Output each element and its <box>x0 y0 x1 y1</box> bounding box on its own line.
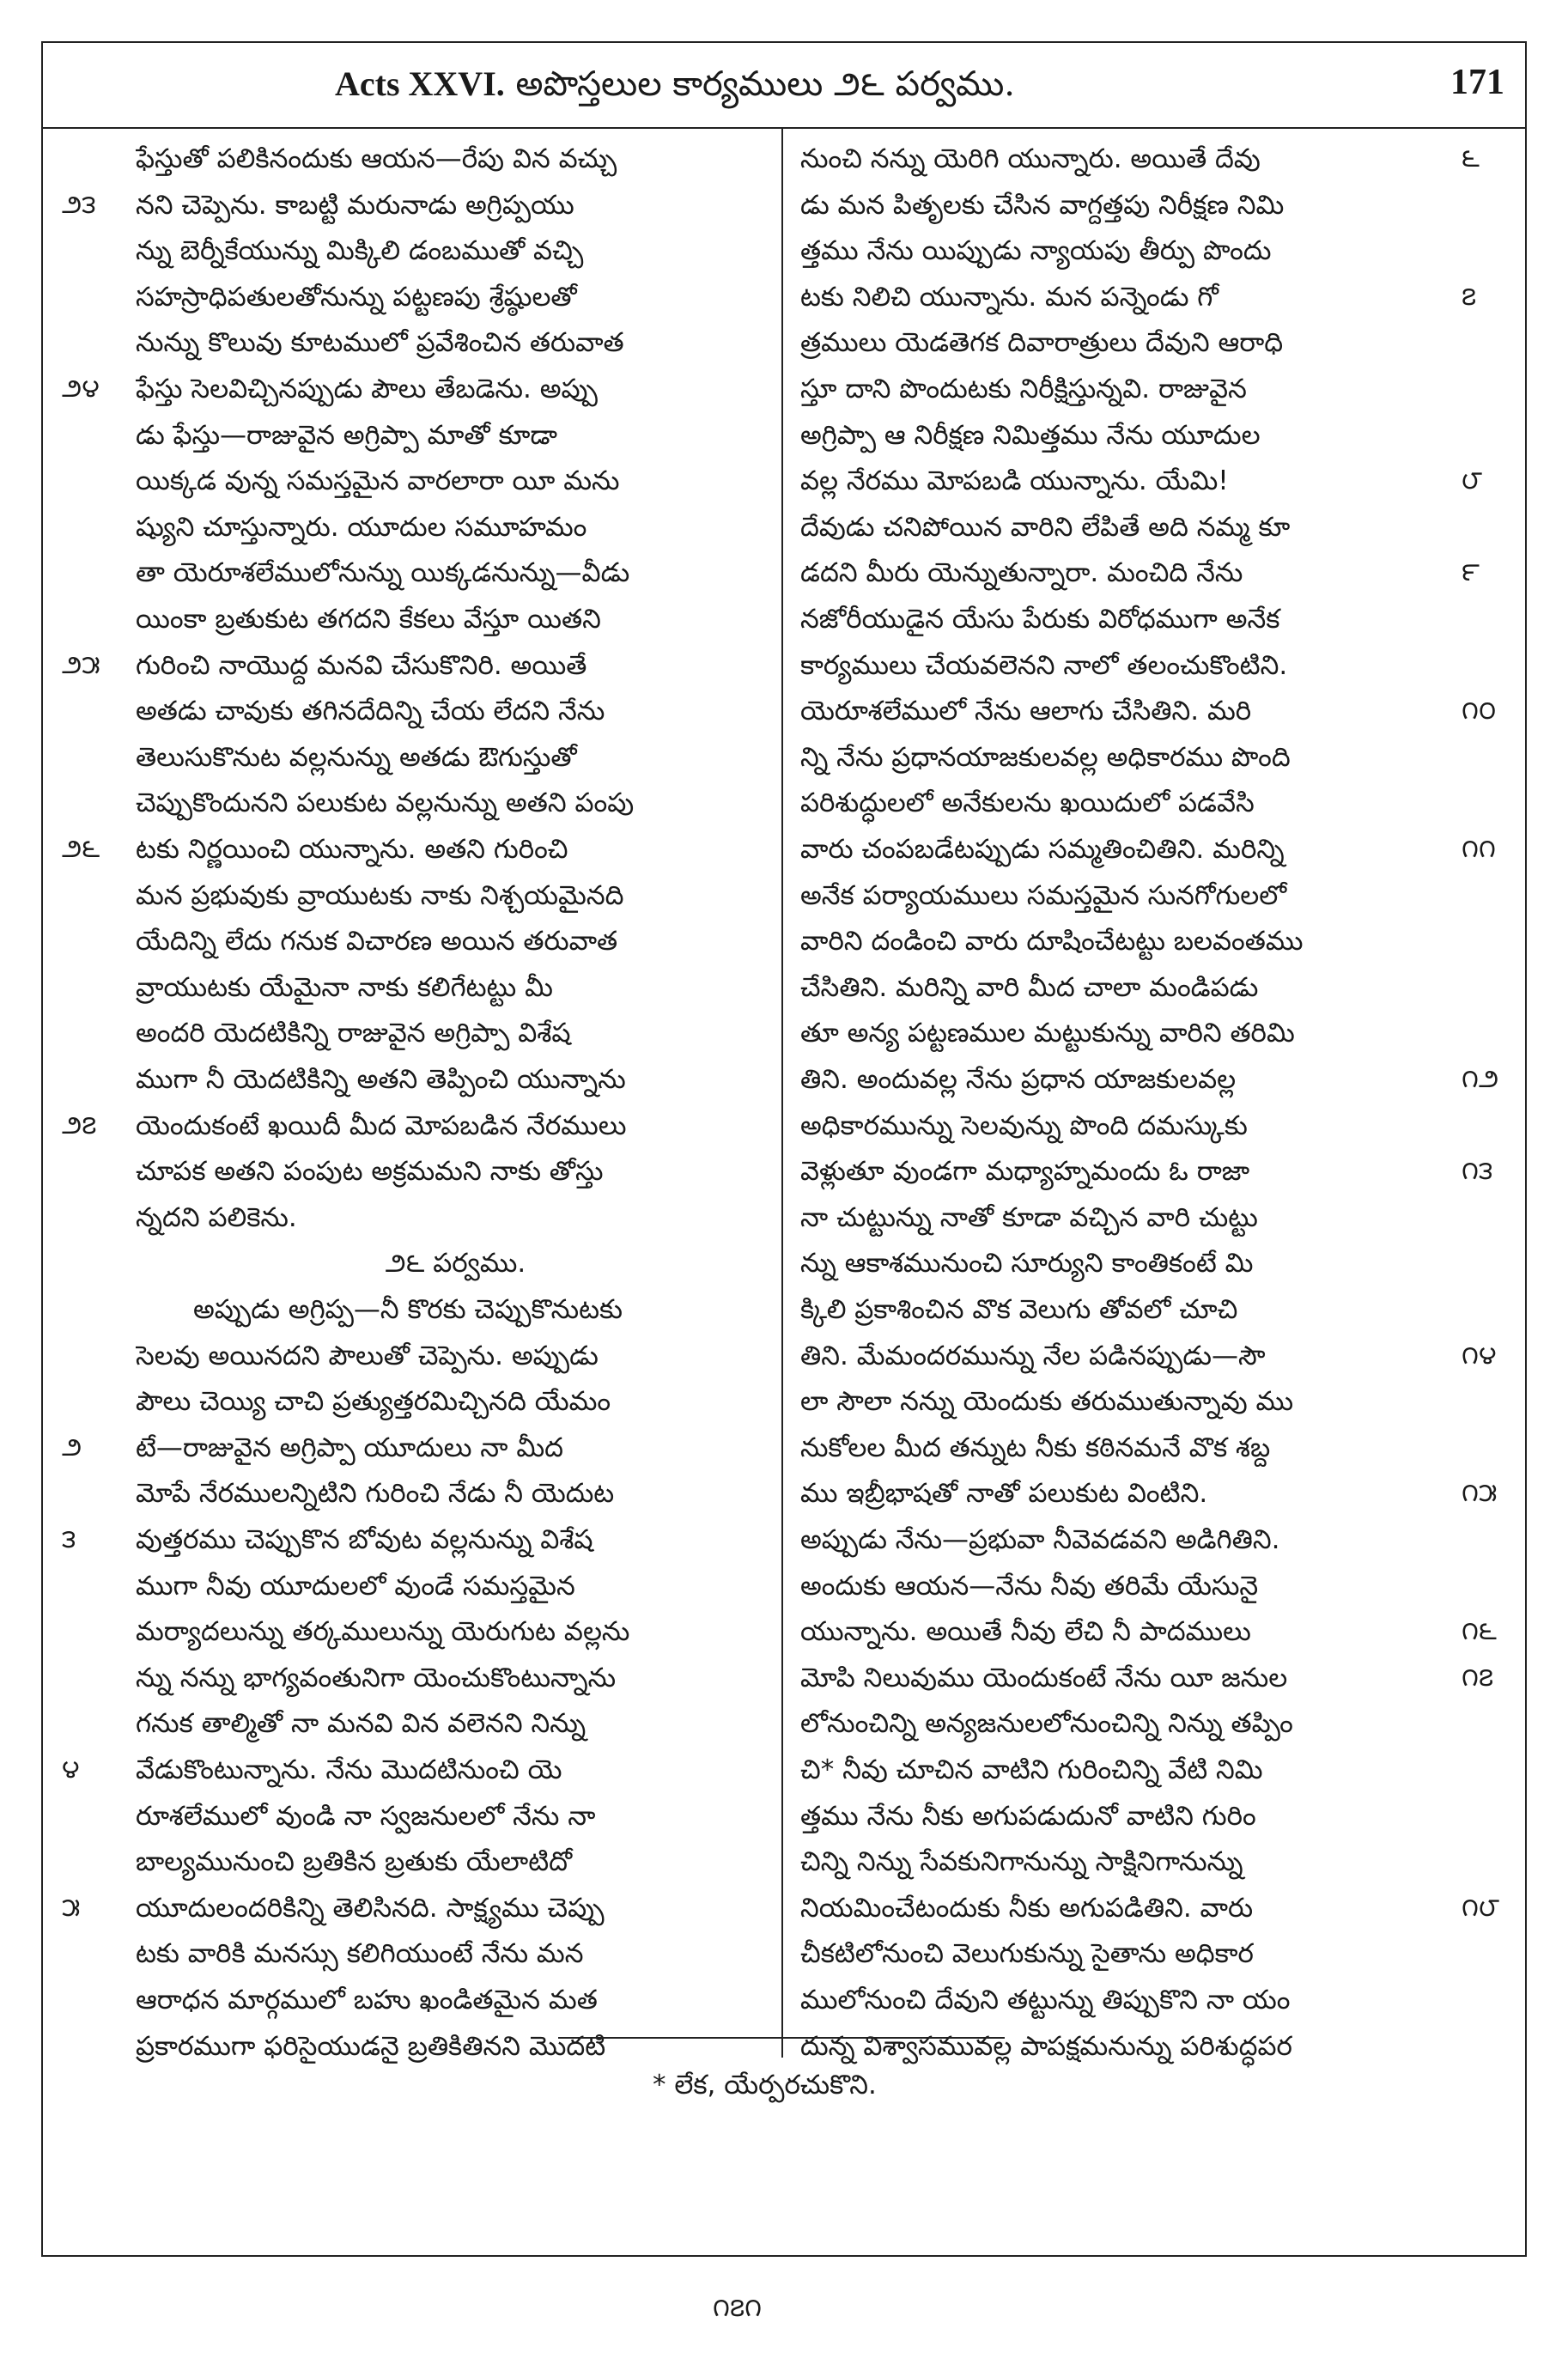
text-line: త్తము నేను నీకు అగుపడుదునో వాటిని గురిం <box>800 1800 1256 1832</box>
text-line: డదని మీరు యెన్నుతున్నారా. మంచిది నేను <box>800 557 1243 589</box>
text-line: నున్ను కొలువు కూటములో ప్రవేశించిన తరువాత <box>136 327 624 359</box>
text-line: స్తూ దాని పొందుటకు నిరీక్షిస్తున్నవి. రాజువైన <box>800 374 1247 404</box>
text-line: అప్పుడు నేను—ప్రభువా నీవెవడవని అడిగితిని. <box>800 1524 1280 1555</box>
text-line: చీకటిలోనుంచి వెలుగుకున్ను సైతాను అధికార <box>800 1938 1254 1970</box>
verse-number: ౨౫ <box>62 649 100 680</box>
verse-number: ౩ <box>62 1524 76 1554</box>
text-line: యెందుకంటే ఖయిదీ మీద మోపబడిన నేరములు <box>136 1110 627 1141</box>
text-line: వారిని దండించి వారు దూషించేటట్టు బలవంతము <box>800 926 1304 958</box>
text-line: న్ని నేను ప్రధానయాజకులవల్ల అధికారము పొంది <box>800 741 1291 773</box>
text-line: ఆరాధన మార్గములో బహు ఖండితమైన మత <box>136 1985 598 2015</box>
text-line: తా యెరూశలేములోనున్ను యిక్కడనున్ను—వీడు <box>136 557 630 589</box>
text-line: వెళ్లుతూ వుండగా మధ్యాహ్నమందు ఓ రాజా <box>800 1156 1250 1188</box>
text-line: తెలుసుకొనుట వల్లనున్ను అతడు ఔగుస్తుతో <box>136 741 577 773</box>
verse-number: ౧౩ <box>1462 1156 1493 1187</box>
verse-number: ౧౦ <box>1462 696 1497 727</box>
footnote-rule <box>558 2037 1005 2039</box>
text-line: నజోరీయుడైన యేసు పేరుకు విరోధముగా అనేక <box>800 604 1280 635</box>
text-line: యెరూశలేములో నేను ఆలాగు చేసితిని. మరి <box>800 696 1252 727</box>
text-line: తిని. మేమందరమున్ను నేల పడినప్పుడు—సౌ <box>800 1340 1266 1371</box>
signature-mark: ౧౭౧ <box>713 2293 763 2323</box>
text-line: వుత్తరము చెప్పుకొన బోవుట వల్లనున్ను విశేష <box>136 1524 593 1555</box>
chapter-heading: ౨౬ పర్వము. <box>385 1248 526 1280</box>
text-line: రూశలేములో వుండి నా స్వజనులలో నేను నా <box>136 1800 596 1832</box>
running-title-latin: Acts XXVI. <box>335 64 505 103</box>
text-line: వారు చంపబడేటప్పుడు సమ్మతించితిని. మరిన్ని <box>800 834 1285 865</box>
text-line: సహస్రాధిపతులతోనున్ను పట్టణపు శ్రేష్ఠులతో <box>136 281 577 313</box>
verse-number: ౯ <box>1462 557 1480 588</box>
running-header <box>43 43 1525 129</box>
text-line: క్కిలి ప్రకాశించిన వొక వెలుగు తోవలో చూచి <box>800 1294 1238 1325</box>
text-line: చూపక అతని పంపుట అక్రమమని నాకు తోస్తు <box>136 1156 604 1188</box>
text-line: బాల్యమునుంచి బ్రతికిన బ్రతుకు యేలాటిదో <box>136 1846 573 1878</box>
footnote: * లేక, యేర్పరచుకొని. <box>653 2070 877 2101</box>
text-line: అందరి యెదటికిన్ని రాజువైన అగ్రిప్పా విశేష <box>136 1018 571 1049</box>
verse-number: ౮ <box>1462 465 1483 496</box>
text-line: న్ను ఆకాశమునుంచి సూర్యుని కాంతికంటే మి <box>800 1248 1254 1280</box>
left-column <box>43 129 783 2062</box>
verse-number: ౬ <box>1462 143 1480 173</box>
verse-number: ౧౨ <box>1462 1064 1499 1094</box>
right-column <box>783 129 1527 2062</box>
text-line: టే—రాజువైన అగ్రిప్పా యూదులు నా మీద <box>136 1432 564 1463</box>
verse-number: ౧౧ <box>1462 834 1496 864</box>
verse-number: ౧౫ <box>1462 1478 1498 1509</box>
verse-number: ౧౭ <box>1462 1662 1494 1693</box>
text-line: లోనుంచిన్ని అన్యజనులలోనుంచిన్ని నిన్ను తప్పిం <box>800 1708 1293 1740</box>
text-line: లా సౌలా నన్ను యెందుకు తరుముతున్నావు ము <box>800 1386 1294 1418</box>
verse-number: ౫ <box>62 1892 81 1923</box>
text-line: అతడు చావుకు తగినదేదిన్ని చేయ లేదని నేను <box>136 696 605 727</box>
text-line: దేవుడు చనిపోయిన వారిని లేపితే అది నమ్మ కూ <box>800 511 1291 543</box>
text-line: వల్ల నేరము మోపబడి యున్నాను. యేమి! <box>800 465 1229 497</box>
verse-number: ౨౬ <box>62 834 100 864</box>
verse-number: ౨౪ <box>62 374 100 404</box>
text-line: డు ఫేస్తు—రాజువైన అగ్రిప్పా మాతో కూడా <box>136 419 558 451</box>
verse-number: ౧౪ <box>1462 1340 1497 1371</box>
verse-number: ౨౭ <box>62 1110 97 1140</box>
text-line: నుంచి నన్ను యెరిగి యున్నారు. అయితే దేవు <box>800 143 1261 174</box>
running-title <box>335 64 1015 112</box>
text-line: న్ను బెర్నీకేయున్ను మిక్కిలి డంబముతో వచ్చి <box>136 235 584 267</box>
verse-number: ౧౮ <box>1462 1892 1500 1923</box>
text-line: చేసితిని. మరిన్ని వారి మీద చాలా మండిపడు <box>800 971 1259 1003</box>
text-line: ఫేస్తుతో పలికినందుకు ఆయన—రేపు విన వచ్చు <box>136 143 617 174</box>
book-page <box>41 41 1527 2257</box>
running-title-telugu: అపొస్తలుల కార్యములు ౨౬ పర్వము. <box>515 64 1016 104</box>
text-line: త్తము నేను యిప్పుడు న్యాయపు తీర్పు పొందు <box>800 235 1272 267</box>
text-line: చెప్పుకొందునని పలుకుట వల్లనున్ను అతని పంపు <box>136 787 635 819</box>
text-line: తిని. అందువల్ల నేను ప్రధాన యాజకులవల్ల <box>800 1064 1237 1095</box>
text-line: పరిశుద్ధులలో అనేకులను ఖయిదులో పడవేసి <box>800 787 1255 819</box>
text-line: టకు నిర్ణయించి యున్నాను. అతని గురించి <box>136 834 568 865</box>
text-line: మోపి నిలువుము యెందుకంటే నేను యీ జనుల <box>800 1662 1288 1693</box>
text-line: చి* నీవు చూచిన వాటిని గురించిన్ని వేటి నిమి <box>800 1754 1263 1785</box>
verse-number: ౨ <box>62 1432 82 1462</box>
text-line: కార్యములు చేయవలెనని నాలో తలంచుకొంటిని. <box>800 649 1288 681</box>
text-line: ము ఇబ్రీభాషతో నాతో పలుకుట వింటిని. <box>800 1478 1208 1510</box>
text-line: న్నదని పలికెను. <box>136 1201 297 1233</box>
verse-number: ౧౬ <box>1462 1616 1497 1647</box>
text-line: గనుక తాల్మితో నా మనవి విన వలెనని నిన్ను <box>136 1708 586 1740</box>
text-line: యున్నాను. అయితే నీవు లేచి నీ పాదములు <box>800 1616 1251 1648</box>
text-line: నియమించేటందుకు నీకు అగుపడితిని. వారు <box>800 1892 1254 1924</box>
text-line: త్రములు యెడతెగక దివారాత్రులు దేవుని ఆరాధి <box>800 327 1284 359</box>
text-line: తూ అన్య పట్టణముల మట్టుకున్ను వారిని తరిమి <box>800 1018 1295 1049</box>
text-line: సెలవు అయినదని పౌలుతో చెప్పెను. అప్పుడు <box>136 1340 599 1371</box>
text-line: ష్యుని చూస్తున్నారు. యూదుల సమూహమం <box>136 511 587 543</box>
text-line: దున్న విశ్వాసమువల్ల పాపక్షమనున్ను పరిశుద్ధపర <box>800 2030 1292 2062</box>
text-line: వ్రాయుటకు యేమైనా నాకు కలిగేటట్టు మీ <box>136 971 553 1003</box>
text-line: వేడుకొంటున్నాను. నేను మొదటినుంచి యె <box>136 1754 562 1785</box>
text-line: ఫేస్తు సెలవిచ్చినప్పుడు పౌలు తేబడెను. అప్పు <box>136 374 598 404</box>
verse-number: ౭ <box>1462 281 1477 312</box>
text-line: ముగా నీ యెదటికిన్ని అతని తెప్పించి యున్నాను <box>136 1064 626 1095</box>
text-line: అనేక పర్యాయములు సమస్తమైన సునగోగులలో <box>800 879 1287 911</box>
text-line: గురించి నాయొద్ద మనవి చేసుకొనిరి. అయితే <box>136 649 587 681</box>
text-line: నుకోలల మీద తన్నుట నీకు కఠినమనే వొక శబ్ద <box>800 1432 1271 1463</box>
text-line: టకు నిలిచి యున్నాను. మన పన్నెండు గో <box>800 281 1219 313</box>
text-line: నని చెప్పెను. కాబట్టి మరునాడు అగ్రిప్పయు <box>136 189 574 221</box>
text-line: యిక్కడ వున్న సమస్తమైన వారలారా యీ మను <box>136 465 620 497</box>
text-line: అప్పుడు అగ్రిప్ప—నీ కొరకు చెప్పుకొనుటకు <box>193 1294 623 1325</box>
text-line: మర్యాదలున్ను తర్కములున్ను యెరుగుట వల్లను <box>136 1616 630 1648</box>
text-line: ములోనుంచి దేవుని తట్టున్ను తిప్పుకొని నా యం <box>800 1985 1291 2015</box>
verse-number: ౨౩ <box>62 189 96 220</box>
text-line: యేదిన్ని లేదు గనుక విచారణ అయిన తరువాత <box>136 926 618 958</box>
text-line: అధికారమున్ను సెలవున్ను పొంది దమస్కుకు <box>800 1110 1248 1141</box>
text-line: పౌలు చెయ్యి చాచి ప్రత్యుత్తరమిచ్చినది యేమం <box>136 1386 611 1418</box>
text-line: అగ్రిప్పా ఆ నిరీక్షణ నిమిత్తము నేను యూదుల <box>800 419 1261 451</box>
text-line: చిన్ని నిన్ను సేవకునిగానున్ను సాక్షినిగానున్ను <box>800 1846 1243 1878</box>
text-line: యూదులందరికిన్ని తెలిసినది. సాక్ష్యము చెప్పు <box>136 1892 605 1924</box>
text-line: న్ను నన్ను భాగ్యవంతునిగా యెంచుకొంటున్నాను <box>136 1662 617 1693</box>
text-line: యింకా బ్రతుకుట తగదని కేకలు వేస్తూ యితని <box>136 604 601 635</box>
text-line: నా చుట్టున్ను నాతో కూడా వచ్చిన వారి చుట్టు <box>800 1201 1258 1233</box>
text-line: అందుకు ఆయన—నేను నీవు తరిమే యేసునై <box>800 1570 1259 1602</box>
page-number: 171 <box>1450 63 1504 102</box>
text-line: మన ప్రభువుకు వ్రాయుటకు నాకు నిశ్చయమైనది <box>136 879 624 911</box>
text-line: మోపే నేరములన్నిటిని గురించి నేడు నీ యెదుట <box>136 1478 615 1510</box>
text-line: ప్రకారముగా ఫరిసైయుడనై బ్రతికితినని మొదటి <box>136 2030 606 2062</box>
text-line: డు మన పితృలకు చేసిన వాగ్దత్తపు నిరీక్షణ నిమి <box>800 189 1285 221</box>
text-line: టకు వారికి మనస్సు కలిగియుంటే నేను మన <box>136 1938 584 1970</box>
verse-number: ౪ <box>62 1754 80 1784</box>
text-line: ముగా నీవు యూదులలో వుండే సమస్తమైన <box>136 1570 575 1602</box>
